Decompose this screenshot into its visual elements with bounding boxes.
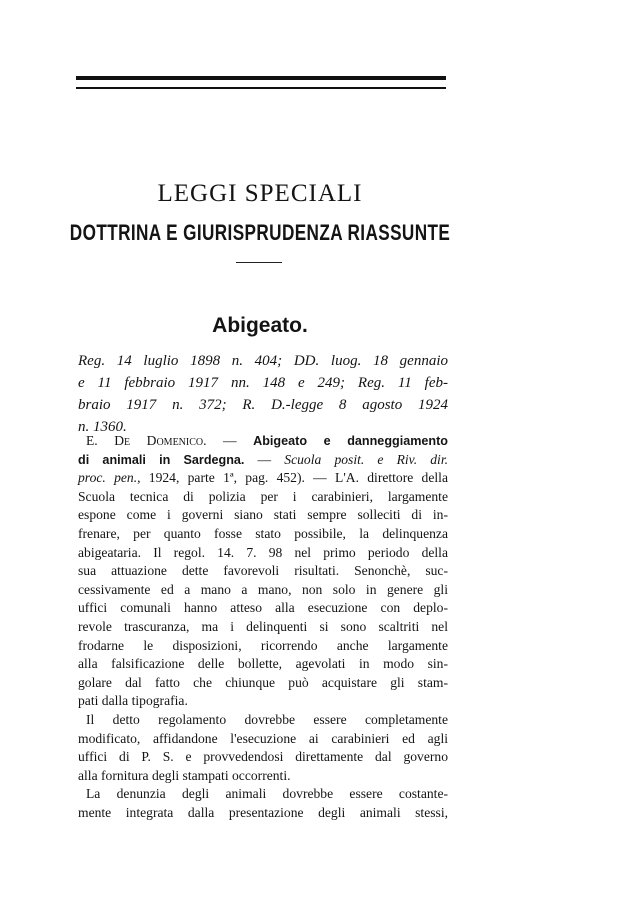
body-line: sua attuazione dette favorevoli risultati. Senonchè, suc- xyxy=(78,563,448,579)
body-line: cessivamente ed a mano a mano, non solo in genere gli xyxy=(78,581,448,597)
top-thin-rule xyxy=(76,87,446,89)
journal-name: Scuola posit. e Riv. dir. xyxy=(284,451,448,467)
body-line: golare dal fatto che chiunque può acquistare gli stam- xyxy=(78,674,448,690)
reference-line: Reg. 14 luglio 1898 n. 404; DD. luog. 18 gennaio xyxy=(78,353,448,369)
reference-line: e 11 febbraio 1917 nn. 148 e 249; Reg. 11 feb- xyxy=(78,375,448,391)
article-body xyxy=(78,432,448,822)
article-heading-line xyxy=(78,432,448,451)
body-line: alla falsificazione delle bollette, agevolati in modo sin- xyxy=(78,656,448,672)
body-line: La denunzia degli animali dovrebbe essere costante- xyxy=(86,786,448,802)
body-line: alla fornitura degli stampati occorrenti. xyxy=(78,767,291,783)
body-line: uffici comunali hanno atteso alla esecuzione con deplo- xyxy=(78,600,448,616)
section-title: Abigeato. xyxy=(212,314,308,337)
title-divider xyxy=(236,262,282,263)
citation-text: , 1924, parte 1ª, pag. 452). — L'A. direttore della xyxy=(137,470,448,486)
body-line: abigeataria. Il regol. 14. 7. 98 nel primo periodo della xyxy=(78,544,448,560)
page-subtitle: DOTTRINA E GIURISPRUDENZA RIASSUNTE xyxy=(69,220,451,245)
body-line: espone come i governi siano stati sempre solleciti di in- xyxy=(78,507,448,523)
article-title-cont: di animali in Sardegna. xyxy=(78,452,245,467)
legal-references xyxy=(78,350,448,438)
article-citation-line xyxy=(78,469,448,488)
reference-line: braio 1917 n. 372; R. D.-legge 8 agosto 1924 xyxy=(78,397,448,413)
article-heading-line: di animali in Sardegna. — Scuola posit. e Riv. dir. xyxy=(78,451,448,467)
body-line: frodarne le disposizioni, ricorrendo anche largamente xyxy=(78,637,448,653)
top-thick-rule xyxy=(76,76,446,80)
body-line: Il detto regolamento dovrebbe essere completamente xyxy=(86,711,448,727)
article-title: Abigeato e danneggiamento xyxy=(253,434,448,448)
reference-line: n. 1360. xyxy=(78,419,127,435)
body-line: frenare, per quanto fosse stato possibile, la delinquenza xyxy=(78,525,448,541)
page-title: LEGGI SPECIALI xyxy=(157,180,363,207)
body-line: Scuola tecnica di polizia per i carabinieri, largamente xyxy=(78,488,448,504)
body-line: modificato, affidandone l'esecuzione ai carabinieri ed agli xyxy=(78,730,448,746)
article-author: E. De Domenico. — xyxy=(86,433,237,448)
body-line: pati dalla tipografia. xyxy=(78,693,188,709)
body-line: revole trascuranza, ma i delinquenti si sono scaltriti nel xyxy=(78,618,448,634)
body-line: mente integrata dalla presentazione degli animali stessi, xyxy=(78,804,448,820)
journal-name-cont: proc. pen. xyxy=(78,470,138,486)
body-line: uffici di P. S. e provvedendosi direttamente dal governo xyxy=(78,749,448,765)
